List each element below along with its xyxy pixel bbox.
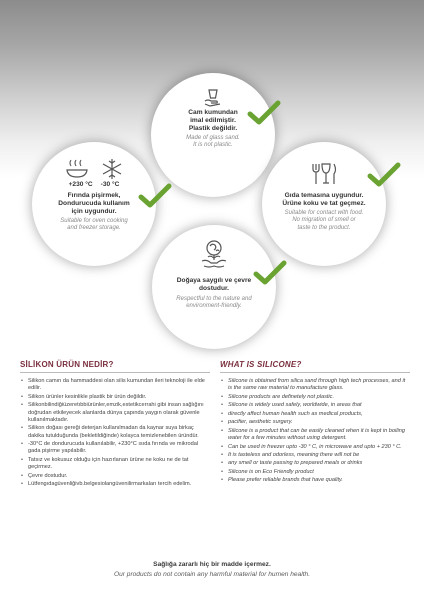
eco-en-line-2: environment-friendly. (186, 303, 242, 310)
en-bullet-list (220, 378, 410, 485)
food-en-line-3: taste to the product. (297, 224, 351, 231)
english-info-section (220, 360, 410, 486)
food-tr-line-1: Gıda temasına uygundur. (284, 192, 364, 199)
eco-friendly-card (152, 225, 276, 349)
glass-en-line-1: Made of glass sand. (186, 134, 240, 141)
temp-hot-label: +230 °C (68, 181, 93, 188)
tr-bullet-list (20, 378, 210, 488)
tr-section-title: SİLİKON ÜRÜN NEDİR? (20, 360, 210, 373)
hands-plant-icon (199, 239, 229, 271)
eco-en-text (152, 296, 276, 311)
list-item: • Please prefer reliable brands that have quality. (228, 477, 410, 484)
eco-en-line-1: Respectful to the nature and (176, 295, 252, 302)
eco-tr-line-1: Doğaya saygılı ve çevre (176, 277, 252, 284)
check-icon (367, 162, 401, 188)
check-icon (138, 183, 172, 209)
list-item: • Silikon doğası gereği deterjan kullanılmadan da kaynar suya birkaç dakika tutulduğunda (bekletildiğinde) kolayca temizlenebilen üründür. (28, 425, 210, 440)
list-item: • Silicone is obtained from silica sand through high tech processes, and it is the same raw material to manufacture glass. (228, 378, 410, 393)
list-item: • Silikonbilindiğiüzeretıbbiürünler,emzik,estetikcerrahi gibi insan sağlığını doğrudan etkileyecek alanlarda dünya çapında yaygın olarak güvenle kullanılmaktadır. (28, 402, 210, 424)
oven-en-line-1: Suitable for oven cooking (60, 217, 128, 224)
list-item: • Çevre dostudur. (28, 473, 210, 480)
footer-en-text: Our products do not contain any harmful material for humen health. (113, 571, 311, 578)
food-en-line-2: No migration of smell or (292, 217, 356, 224)
list-item: • Tatsız ve kokusuz olduğu için hazırlanan ürüne ne koku ne de tat geçirmez. (28, 457, 210, 472)
glass-en-text (151, 135, 275, 150)
check-icon (247, 100, 281, 126)
list-item: • Silicone products are definetely not plastic. (228, 394, 410, 401)
oven-tr-line-3: için uygundur. (71, 207, 117, 215)
hand-glass-icon (202, 87, 224, 109)
oven-tr-line-1: Fırında pişirmek, (67, 192, 121, 199)
food-en-text (262, 210, 386, 233)
list-item: • Silicone is on Eco Friendly product (228, 469, 410, 476)
food-en-line-1: Suitable for contact with food. (284, 209, 364, 216)
temp-cold-label: -30 °C (100, 181, 120, 188)
eco-tr-line-2: dostudur. (198, 284, 230, 292)
list-item: • Silikon ürünler kesinlikle plastik bir ürün değildir. (28, 394, 210, 401)
list-item: • Can be used in freezer upto -30 ° C, in microwave and upto + 230 ° C. (228, 444, 410, 451)
glass-tr-line-1: Cam kumundan (188, 109, 238, 116)
food-contact-card (262, 142, 386, 266)
list-item: • Lütfengıdagüvenliğivb.belgesiolangüvenilirmarkaları tercih edelim. (28, 481, 210, 488)
list-item: • any smell or taste passing to prepared meals or drinks (228, 460, 410, 467)
list-item: • Silicone is widely used safely, worldwide, in areas that (228, 402, 410, 409)
food-tr-line-2: Ürüne koku ve tat geçmez. (282, 199, 366, 207)
check-icon (253, 260, 287, 286)
oven-heat-icon (65, 158, 89, 180)
glass-en-line-2: It is not plastic. (193, 142, 233, 149)
glass-sand-card (151, 73, 275, 197)
oven-en-line-2: and freezer storage. (67, 225, 121, 232)
en-section-title: WHAT IS SILICONE? (220, 360, 410, 373)
oven-en-text (32, 218, 156, 233)
list-item: • Silikon camın da hammaddesi olan silis kumundan ileri teknoloji ile elde edilir. (28, 378, 210, 393)
list-item: • Silicone is a product that can be easily cleaned when it is kept in boiling water for a few minutes without using detergent. (228, 428, 410, 443)
glass-tr-line-2: imal edilmiştir. (190, 116, 236, 124)
list-item: • directly affect human health such as medical products, (228, 411, 410, 418)
snowflake-icon (101, 158, 123, 180)
list-item: • -30°C de dondurucuda kullanılabilir, +230°C ısıda fırında ve mikrodal gada pişirme yapılabilir. (28, 441, 210, 456)
list-item: • pacifier, aesthetic surgery. (228, 419, 410, 426)
glass-tr-line-3: Plastik değildir. (188, 124, 238, 132)
glass-fork-knife-icon (310, 162, 338, 186)
footer-tr-text: Sağlığa zararlı hiç bir madde içermez. (153, 561, 271, 568)
list-item: • It is tasteless and odorless, meaning there will not be (228, 452, 410, 459)
oven-tr-line-2: Dondurucuda kullanım (58, 199, 130, 207)
turkish-info-section (20, 360, 210, 490)
